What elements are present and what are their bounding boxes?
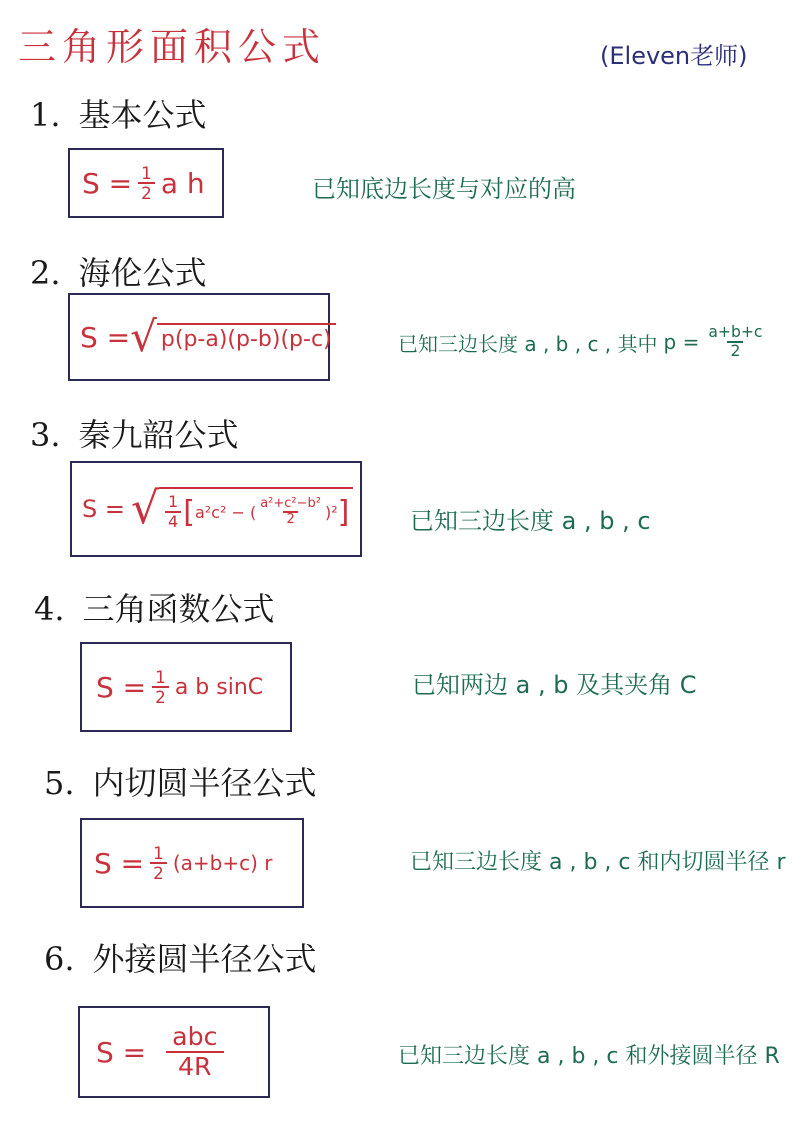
formula-box-1 xyxy=(68,148,224,218)
fraction-numerator: abc xyxy=(172,1022,218,1052)
formula-box-4 xyxy=(80,642,292,732)
bracket-open: [ xyxy=(183,494,195,530)
radical-sign: √ xyxy=(130,483,160,534)
page-title: 三角形面积公式 xyxy=(18,25,327,69)
section-number: 6. xyxy=(44,940,75,978)
fraction-denominator: 4R xyxy=(166,1051,224,1081)
formula-basic xyxy=(70,150,222,216)
section-heading-6 xyxy=(44,934,317,980)
square-root xyxy=(130,483,353,534)
fraction-p xyxy=(705,324,765,360)
formula-lhs: S = xyxy=(80,320,131,354)
section-title: 内切圆半径公式 xyxy=(92,764,317,802)
fraction-half xyxy=(152,668,169,707)
formula-box-3 xyxy=(70,461,362,557)
term-2: )² xyxy=(324,502,338,522)
fraction-denominator: 2 xyxy=(283,511,297,527)
formula-lhs: S = xyxy=(94,846,145,880)
formula-trig xyxy=(82,644,290,730)
description-5: 已知三边长度 a , b , c 和内切圆半径 r xyxy=(410,849,786,875)
fraction-numerator: 1 xyxy=(155,666,166,687)
formula-qin xyxy=(72,463,360,555)
author-label: (Eleven老师) xyxy=(600,42,748,70)
fraction-numerator: 1 xyxy=(141,162,152,183)
fraction-abc-4r xyxy=(160,1023,229,1080)
fraction-numerator: 1 xyxy=(168,492,179,512)
description-4: 已知两边 a , b 及其夹角 C xyxy=(412,670,697,699)
fraction-denominator: 2 xyxy=(138,182,155,202)
formula-circumcircle xyxy=(80,1008,268,1096)
section-heading-3 xyxy=(30,410,239,456)
fraction-denominator: 4 xyxy=(165,511,181,531)
fraction-denominator: 2 xyxy=(150,862,167,882)
radicand xyxy=(159,487,353,530)
fraction-denominator: 2 xyxy=(727,341,743,360)
formula-box-6 xyxy=(78,1006,270,1098)
square-root xyxy=(130,312,335,361)
section-title: 海伦公式 xyxy=(78,254,207,292)
section-heading-5 xyxy=(44,758,317,804)
formula-incircle xyxy=(82,820,302,906)
section-heading-1 xyxy=(30,90,207,136)
description-var: p = xyxy=(663,330,700,354)
formula-rest: (a+b+c) r xyxy=(172,851,273,875)
fraction-numerator: a+b+c xyxy=(708,322,763,341)
radical-sign: √ xyxy=(130,312,157,361)
section-number: 4. xyxy=(34,590,65,628)
formula-box-5 xyxy=(80,818,304,908)
description-text: 已知三边长度 a , b , c , 其中 xyxy=(398,331,658,356)
description-1: 已知底边长度与对应的高 xyxy=(312,174,576,203)
section-title: 基本公式 xyxy=(78,96,207,134)
formula-lhs: S = xyxy=(82,495,125,523)
section-number: 2. xyxy=(30,254,61,292)
formula-lhs: S = xyxy=(96,670,147,704)
description-2 xyxy=(398,322,772,362)
description-3: 已知三边长度 a , b , c xyxy=(410,506,651,535)
formula-box-2 xyxy=(68,293,330,381)
fraction-numerator: a²+c²−b² xyxy=(260,495,321,511)
formula-rest: a h xyxy=(160,166,205,200)
fraction-denominator: 2 xyxy=(152,686,169,706)
section-title: 秦九韶公式 xyxy=(78,416,239,454)
term-1: a²c² − ( xyxy=(194,502,257,522)
fraction-numerator: 1 xyxy=(153,842,164,863)
section-title: 外接圆半径公式 xyxy=(92,940,317,978)
description-6: 已知三边长度 a , b , c 和外接圆半径 R xyxy=(398,1043,780,1069)
section-title: 三角函数公式 xyxy=(82,590,275,628)
radicand: p(p-a)(p-b)(p-c) xyxy=(157,323,336,352)
fraction-quarter xyxy=(165,493,181,530)
formula-heron xyxy=(70,295,332,379)
formula-rest: a b sinC xyxy=(174,674,264,700)
formula-lhs: S = xyxy=(82,166,133,200)
section-number: 1. xyxy=(30,96,61,134)
section-number: 3. xyxy=(30,416,61,454)
bracket-close: ] xyxy=(337,494,350,530)
formula-lhs: S = xyxy=(96,1035,147,1069)
fraction-inner xyxy=(257,497,324,528)
section-heading-2 xyxy=(30,248,207,294)
section-number: 5. xyxy=(44,764,75,802)
fraction-half xyxy=(150,844,167,883)
fraction-half xyxy=(138,164,155,203)
section-heading-4 xyxy=(34,584,275,630)
